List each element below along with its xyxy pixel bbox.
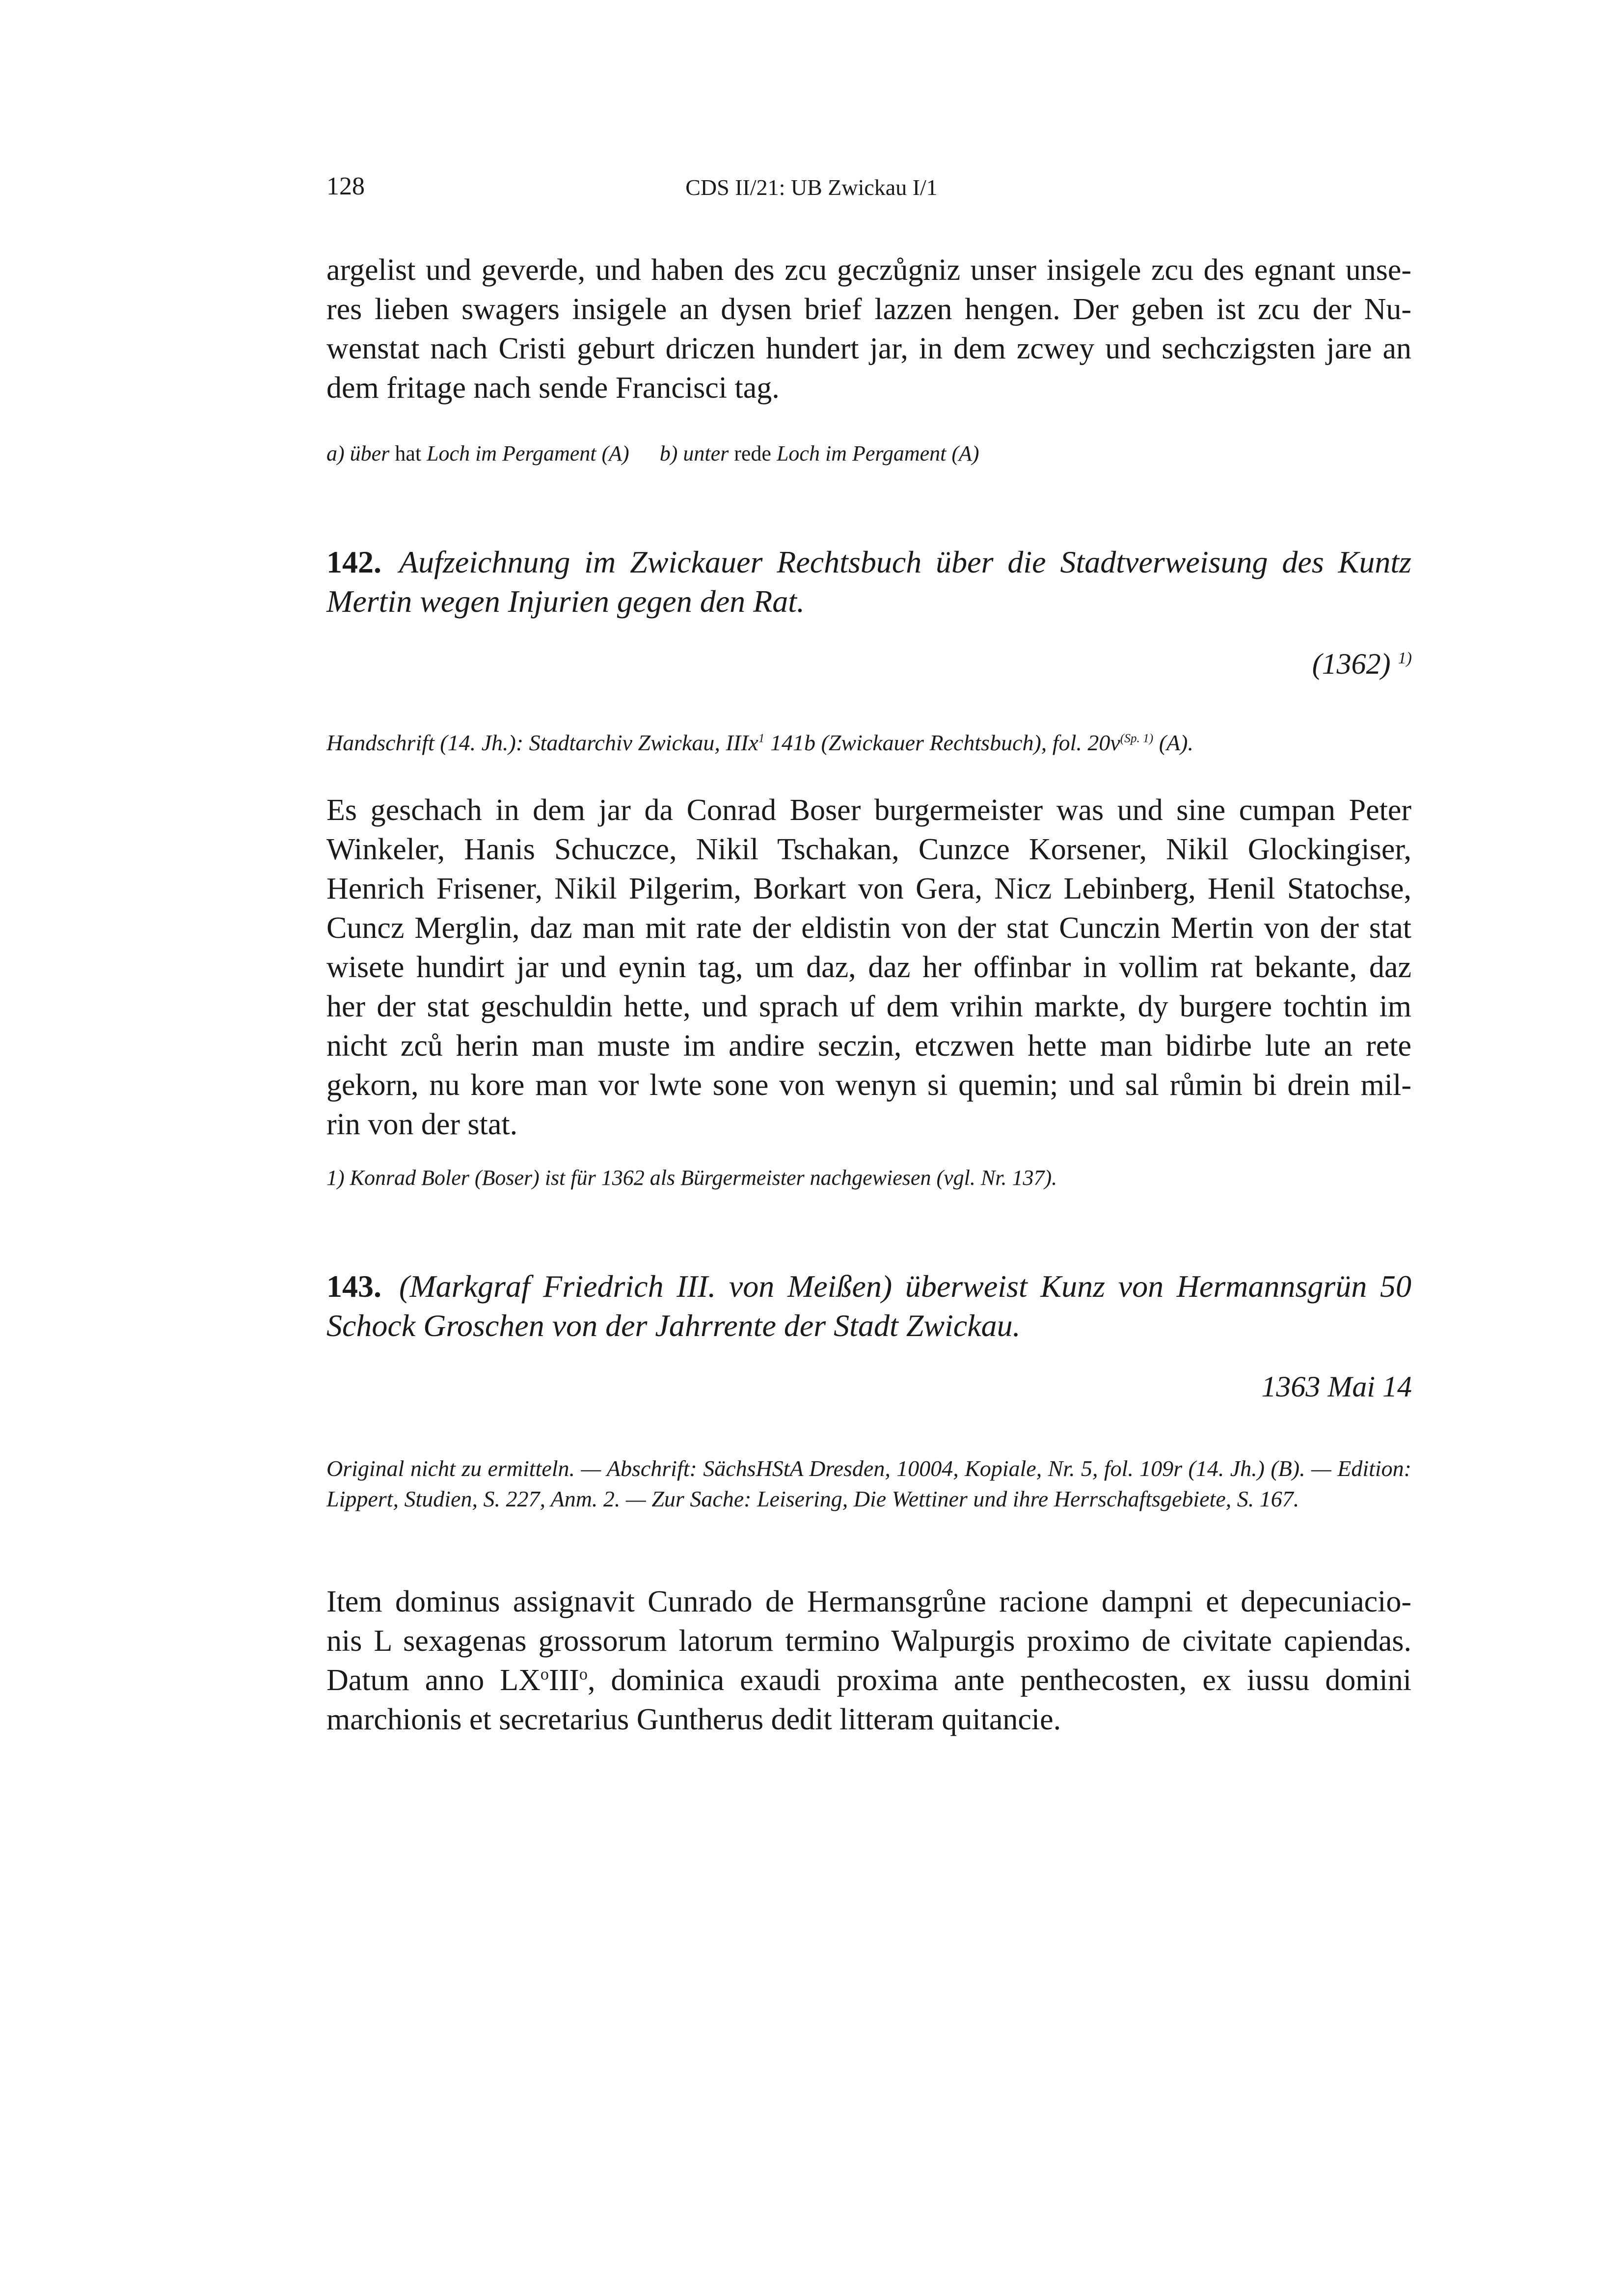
text-line: Winkeler, Hanis Schuczce, Nikil Tschakan, Cunzce Korsener, Nikil Glockingiser, [326, 833, 1411, 866]
text-line: marchionis et secretarius Guntherus dedit litteram quitancie. [326, 1703, 1061, 1736]
intro-line: argelist und geverde, und haben des zcu geczůgniz unser insigele zcu des egnant unse- [326, 253, 1411, 287]
entry-143-source: Original nicht zu ermitteln. — Abschrift: SächsHStA Dresden, 10004, Kopiale, Nr. 5, fol. 109r (14. Jh.) (B). — Edition: Lippert, Studien, S. 227, Anm. 2. — Zur Sache: Leisering, Die Wettiner und ihre Herrschaftsgebiete, S. 167. [326, 1456, 1411, 1511]
text-span: , dominica exaudi proxima ante penthecosten, ex iussu domini [587, 1664, 1411, 1697]
entry-142-date [1312, 647, 1412, 681]
entry-143-date: 1363 Mai 14 [1261, 1370, 1412, 1403]
note-b-word: rede [729, 441, 777, 465]
note-b-label: b) unter [659, 441, 729, 465]
text-sup: o [540, 1665, 549, 1684]
entry-title: Aufzeichnung im Zwickauer Rechtsbuch über die Stadtverweisung des Kuntz Mertin wegen Injurien gegen den Rat. [326, 545, 1411, 619]
page-number: 128 [326, 172, 365, 200]
note-a-word: hat [389, 441, 427, 465]
text-line [326, 1661, 1411, 1700]
intro-line: dem fritage nach sende Francisci tag. [326, 371, 780, 405]
source-text: Handschrift (14. Jh.): Stadtarchiv Zwickau, IIIx [326, 730, 758, 755]
text-span: III [548, 1664, 579, 1697]
note-a-text: Loch im Pergament (A) [427, 441, 629, 465]
text-span: Datum anno LX [326, 1664, 541, 1697]
intro-line: res lieben swagers insigele an dysen brief lazzen hengen. Der geben ist zcu der Nu- [326, 293, 1411, 326]
intro-paragraph [326, 250, 1411, 408]
text-sup: o [579, 1665, 588, 1684]
text-line: nicht zců herin man muste im andire seczin, etczwen hette man bidirbe lute an rete [326, 1029, 1411, 1063]
entry-143-heading [326, 1267, 1411, 1345]
text-line: nis L sexagenas grossorum latorum termino Walpurgis proximo de civitate capiendas. [326, 1624, 1411, 1658]
note-a-label: a) über [326, 441, 390, 465]
running-title: CDS II/21: UB Zwickau I/1 [685, 175, 938, 200]
text-line: Henrich Frisener, Nikil Pilgerim, Borkart von Gera, Nicz Lebinberg, Henil Statochse, [326, 872, 1411, 905]
entry-142-text [326, 791, 1411, 1144]
entry-142-heading [326, 543, 1411, 621]
text-line: wisete hundirt jar und eynin tag, um daz, daz her offinbar in vollim rat bekante, daz [326, 951, 1411, 984]
text-line: Cuncz Merglin, daz man mit rate der eldistin von der stat Cunczin Mertin von der stat [326, 911, 1411, 945]
date-footnote-marker: 1) [1398, 649, 1412, 667]
entry-number: 143. [326, 1269, 381, 1304]
intro-notes [326, 439, 1411, 468]
text-line: Es geschach in dem jar da Conrad Boser burgermeister was und sine cumpan Peter [326, 793, 1411, 827]
source-text: 141b (Zwickauer Rechtsbuch), fol. 20v [764, 730, 1120, 755]
entry-142-footnote: 1) Konrad Boler (Boser) ist für 1362 als Bürgermeister nachgewiesen (vgl. Nr. 137). [326, 1166, 1057, 1190]
text-line: gekorn, nu kore man vor lwte sone von wenyn si quemin; und sal růmin bi drein mil- [326, 1068, 1411, 1102]
entry-142-source [326, 728, 1411, 758]
entry-number: 142. [326, 545, 381, 579]
entry-date: (1362) [1312, 648, 1391, 680]
text-line: her der stat geschuldin hette, und sprach uf dem vrihin markte, dy burgere tochtin im [326, 990, 1411, 1023]
entry-title: (Markgraf Friedrich III. von Meißen) überweist Kunz von Hermannsgrün 50 Schock Groschen von der Jahrrente der Stadt Zwickau. [326, 1269, 1411, 1343]
intro-line: wenstat nach Cristi geburt driczen hundert jar, in dem zcwey und sechczigsten jare an [326, 332, 1411, 365]
note-b-text: Loch im Pergament (A) [776, 441, 979, 465]
entry-143-text [326, 1582, 1411, 1739]
source-sup: (Sp. 1) [1120, 731, 1154, 745]
text-line: Item dominus assignavit Cunrado de Hermansgrůne racione dampni et depecuniacio- [326, 1585, 1411, 1618]
text-line: rin von der stat. [326, 1108, 518, 1141]
source-text: (A). [1153, 730, 1193, 755]
source-sup: 1 [758, 731, 765, 745]
